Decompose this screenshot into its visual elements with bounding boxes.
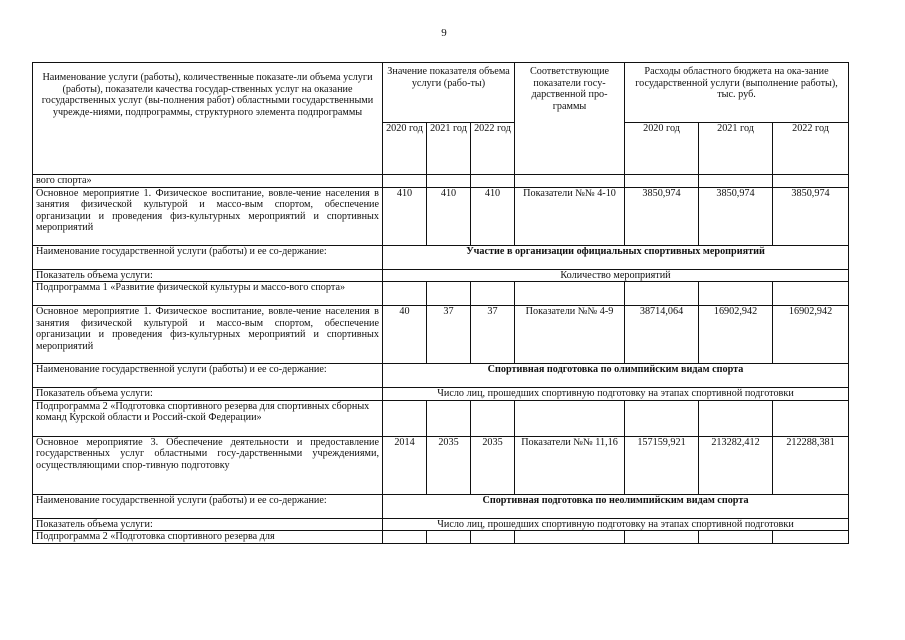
volume-2022: 37 <box>471 306 515 364</box>
row-name: Наименование государственной услуги (работы) и ее со-держание: <box>33 494 383 518</box>
header-expenses-year: 2022 год <box>773 123 849 175</box>
header-expenses-cell: Расходы областного бюджета на ока-зание государственной услуги (выполнение работы), тыс. руб. <box>625 63 849 123</box>
row-name: Показатель объема услуги: <box>33 269 383 282</box>
volume-2021: 37 <box>427 306 471 364</box>
row-name: Показатель объема услуги: <box>33 388 383 401</box>
expense-2021: 16902,942 <box>699 306 773 364</box>
service-name: Участие в организации официальных спортивных мероприятий <box>383 245 849 269</box>
table-row <box>33 400 849 436</box>
table-row <box>33 531 849 544</box>
program-indicators: Показатели №№ 4-9 <box>515 306 625 364</box>
volume-2020: 2014 <box>383 436 427 494</box>
expense-2020: 157159,921 <box>625 436 699 494</box>
expense-2021: 213282,412 <box>699 436 773 494</box>
header-expenses-year: 2020 год <box>625 123 699 175</box>
table-row <box>33 187 849 245</box>
table-row <box>33 436 849 494</box>
expense-2020: 38714,064 <box>625 306 699 364</box>
row-name: Подпрограмма 2 «Подготовка спортивного резерва для спортивных сборных команд Курской области и Россий-ской Федерации» <box>33 400 383 436</box>
header-volume-year: 2022 год <box>471 123 515 175</box>
table-row <box>33 245 849 269</box>
page-number: 9 <box>441 27 447 39</box>
volume-2020: 410 <box>383 187 427 245</box>
table-row <box>33 282 849 306</box>
header-row <box>33 63 849 123</box>
program-indicators: Показатели №№ 4-10 <box>515 187 625 245</box>
row-name: Основное мероприятие 1. Физическое воспитание, вовле-чение населения в занятия физической культурой и массо-вым спортом, обеспечение организации и проведения физ-культурных мероприятий и спортивных мероприятий <box>33 187 383 245</box>
budget-table <box>32 62 849 544</box>
row-name: Показатель объема услуги: <box>33 518 383 531</box>
row-name: Наименование государственной услуги (работы) и ее со-держание: <box>33 245 383 269</box>
header-programs-cell: Соответствующие показатели госу-дарственной про-граммы <box>515 63 625 175</box>
table-row <box>33 518 849 531</box>
table-row <box>33 494 849 518</box>
table-row <box>33 269 849 282</box>
volume-indicator: Число лиц, прошедших спортивную подготовку на этапах спортивной подготовки <box>383 518 849 531</box>
row-name: Подпрограмма 2 «Подготовка спортивного резерва для <box>33 531 383 544</box>
header-volume-year: 2021 год <box>427 123 471 175</box>
row-name: вого спорта» <box>33 175 383 188</box>
header-volume-year: 2020 год <box>383 123 427 175</box>
row-name: Основное мероприятие 1. Физическое воспитание, вовле-чение населения в занятия физической культурой и массо-вым спортом, обеспечение организации и проведения физ-культурных мероприятий и спортивных мероприятий <box>33 306 383 364</box>
header-name-cell: Наименование услуги (работы), количественные показате-ли объема услуги (работы), показатели качества государ-ственных услуг на оказание государственных услуг (вы-полнения работ) областными государственными учрежде-ниями, подпрограммы, структурного элемента подпрограммы <box>33 63 383 175</box>
table-row <box>33 364 849 388</box>
volume-indicator: Число лиц, прошедших спортивную подготовку на этапах спортивной подготовки <box>383 388 849 401</box>
expense-2022: 212288,381 <box>773 436 849 494</box>
volume-2021: 410 <box>427 187 471 245</box>
table-row <box>33 175 849 188</box>
expense-2022: 16902,942 <box>773 306 849 364</box>
service-name: Спортивная подготовка по неолимпийским видам спорта <box>383 494 849 518</box>
volume-2022: 2035 <box>471 436 515 494</box>
header-volume-cell: Значение показателя объема услуги (рабо-ты) <box>383 63 515 123</box>
expense-2022: 3850,974 <box>773 187 849 245</box>
row-name: Подпрограмма 1 «Развитие физической культуры и массо-вого спорта» <box>33 282 383 306</box>
row-name: Наименование государственной услуги (работы) и ее со-держание: <box>33 364 383 388</box>
volume-2021: 2035 <box>427 436 471 494</box>
service-name: Спортивная подготовка по олимпийским видам спорта <box>383 364 849 388</box>
volume-indicator: Количество мероприятий <box>383 269 849 282</box>
expense-2020: 3850,974 <box>625 187 699 245</box>
volume-2022: 410 <box>471 187 515 245</box>
table-row <box>33 306 849 364</box>
header-expenses-year: 2021 год <box>699 123 773 175</box>
expense-2021: 3850,974 <box>699 187 773 245</box>
table-row <box>33 388 849 401</box>
program-indicators: Показатели №№ 11,16 <box>515 436 625 494</box>
volume-2020: 40 <box>383 306 427 364</box>
row-name: Основное мероприятие 3. Обеспечение деятельности и предоставление государственных услуг областными госу-дарственными учреждениями, осуществляющими спор-тивную подготовку <box>33 436 383 494</box>
